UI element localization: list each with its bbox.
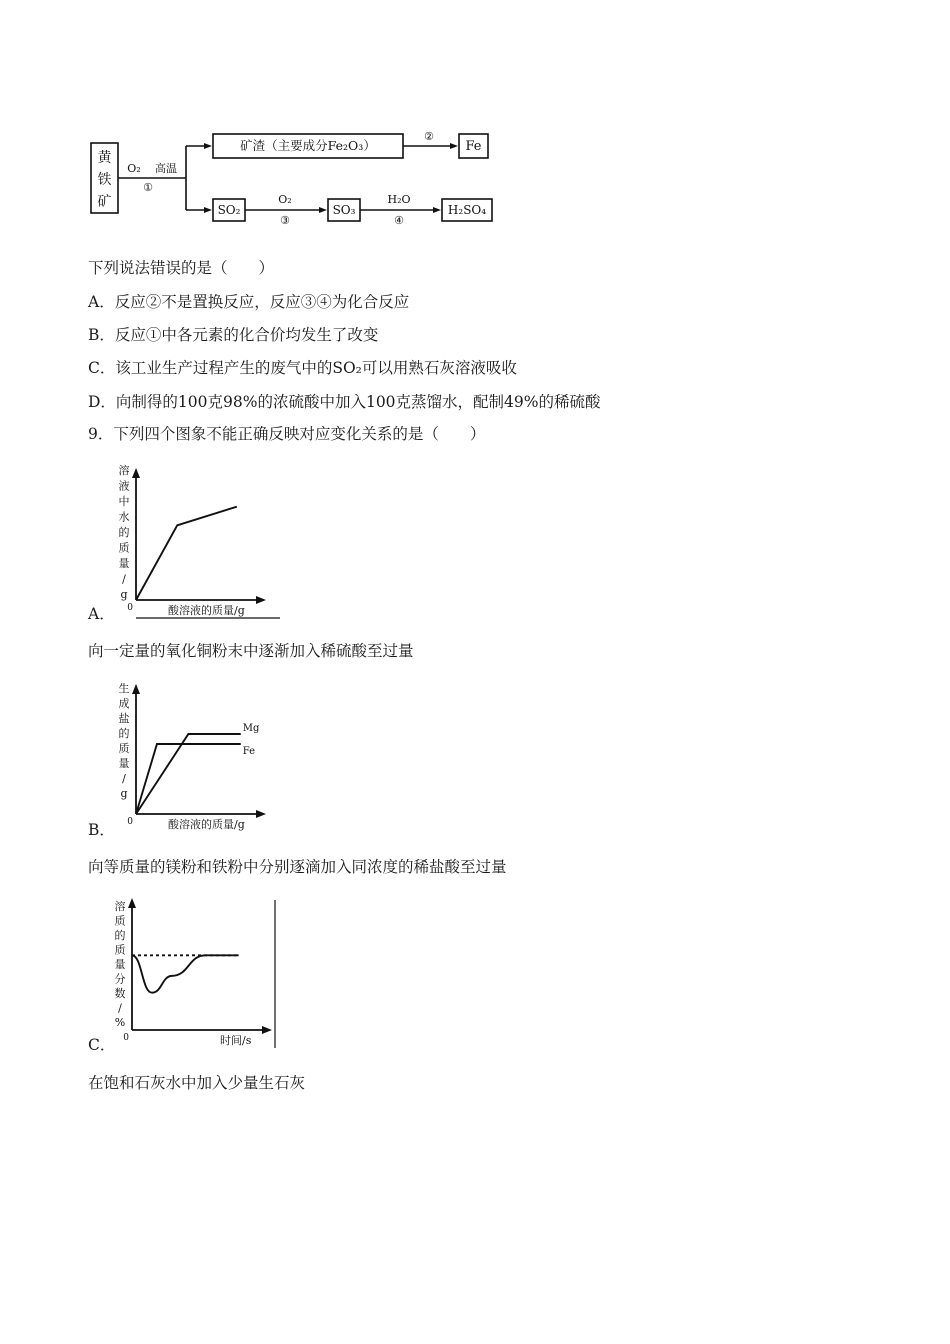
pyrite-char-2: 铁 [97,172,112,188]
step2-number: ② [424,130,434,143]
y-axis-arrow [128,898,136,908]
q8-option-a: A．反应②不是置换反应，反应③④为化合反应 [88,293,410,311]
fe-label: Fe [465,139,482,154]
q8-option-d: D．向制得的100克98%的浓硫酸中加入100克蒸馏水，配制49%的稀硫酸 [88,393,601,411]
q8-option-b: B．反应①中各元素的化合价均发生了改变 [88,326,379,344]
x-axis-arrow [256,596,266,604]
q9-option-c-text: 在饱和石灰水中加入少量生石灰 [88,1074,306,1092]
series-label-mg: Mg [242,723,260,734]
step3-number: ③ [280,214,290,227]
series-line-fe [136,744,241,814]
y-axis-arrow [132,468,140,478]
q8-option-c: C．该工业生产过程产生的废气中的SO₂可以用熟石灰溶液吸收 [88,359,517,377]
series-line-mg [136,734,241,814]
pyrite-char-1: 黄 [97,150,112,166]
x-axis-label: 酸溶液的质量/g [168,604,245,617]
step4-h2o: H₂O [387,193,411,206]
chart-b [110,680,282,838]
y-axis-label: 溶液中水的质量/ g [118,464,130,601]
step1-o2: O₂ [127,162,141,175]
x-axis-label: 酸溶液的质量/g [168,818,245,831]
pyrite-char-3: 矿 [97,194,112,210]
q9-option-b-text: 向等质量的镁粉和铁粉中分别逐滴加入同浓度的稀盐酸至过量 [88,858,507,876]
origin-label: 0 [127,603,133,613]
chart-c [110,896,282,1054]
q8-stem: 下列说法错误的是（ ） [88,259,275,277]
q9-stem: 9．下列四个图象不能正确反映对应变化关系的是（ ） [88,425,486,443]
slag-label: 矿渣（主要成分Fe₂O₃） [240,138,376,153]
chart-a [110,462,282,622]
q9-option-c-label: C． [88,1036,116,1054]
x-axis-arrow [262,1026,272,1034]
series-line-0 [136,507,237,600]
y-axis-arrow [132,684,140,694]
step3-o2: O₂ [278,193,292,206]
so2-label: SO₂ [217,203,241,217]
y-axis-label: 溶质的质量分数/ % [114,900,126,1029]
series-label-fe: Fe [242,746,256,757]
h2so4-label: H₂SO₄ [447,203,487,217]
q9-option-a-text: 向一定量的氧化铜粉末中逐渐加入稀硫酸至过量 [88,642,414,660]
x-axis-label: 时间/s [220,1034,252,1047]
q9-option-b-label: B． [88,821,115,839]
y-axis-label: 生成盐的质量/ g [118,682,130,800]
step4-number: ④ [394,214,404,227]
series-line-solid [132,955,239,992]
q9-option-a-label: A． [88,605,115,623]
origin-label: 0 [127,817,133,827]
step1-high-temp: 高温 [155,162,177,175]
origin-label: 0 [123,1033,129,1043]
step1-number: ① [143,181,153,194]
so3-label: SO₃ [332,203,356,217]
pyrite-flow-diagram [88,128,508,230]
x-axis-arrow [256,810,266,818]
